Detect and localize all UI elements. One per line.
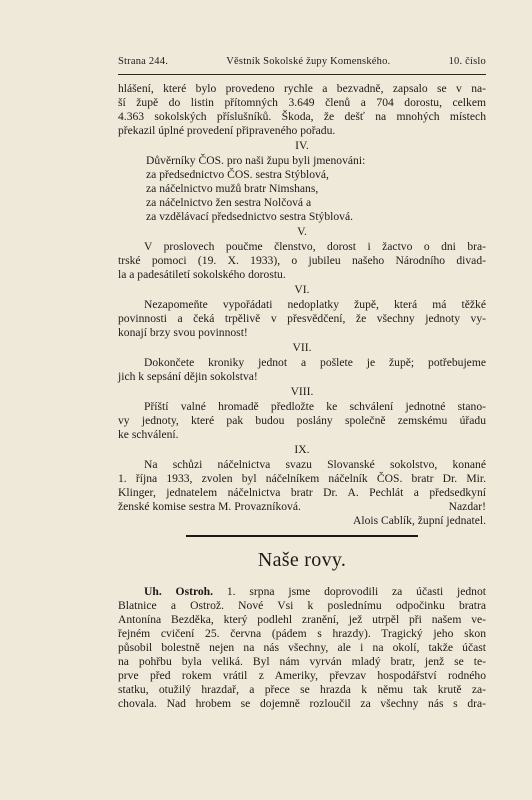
page-body <box>118 82 486 711</box>
text-line: Dokončete kroniky jednot a pošlete je župě; potřebujeme <box>144 356 486 369</box>
text-line: 1. října 1933, zvolen byl náčelníkem náčelník ČOS. bratr Dr. Mir. <box>118 472 486 485</box>
journal-title: Věstník Sokolské župy Komenského. <box>226 56 391 67</box>
text-line: za předsednictvo ČOS. sestra Stýblová, <box>146 168 329 181</box>
text-line: prve před rokem vrátil z Ameriky, převzav hospodářství rodného <box>118 669 486 682</box>
section-vi <box>118 298 486 340</box>
section-title: Naše rovy. <box>257 549 347 571</box>
text-line: Na schůzi náčelnictva svazu Slovanské sokolstvo, konané <box>144 458 486 471</box>
section-numeral: IX. <box>294 443 310 456</box>
text-line: za náčelnictvo žen sestra Nolčová a <box>146 196 312 209</box>
section-v <box>118 240 486 282</box>
section-divider <box>186 535 418 537</box>
text-line: jich k sepsání dějin sokolstva! <box>118 370 258 383</box>
section-vii <box>118 356 486 384</box>
text-line: řejném cvičení 25. června (pádem s hrazdy). Tragický jeho skon <box>118 627 486 640</box>
text-line: chovala. Nad hrobem se dojemně rozloučil za všechny nás s dra- <box>118 697 486 710</box>
text-line <box>118 585 486 599</box>
text-line: ženské komise sestra M. Provazníková. <box>118 500 301 513</box>
text-line: za náčelnictvo mužů bratr Nimshans, <box>146 182 319 195</box>
text-line: na pohřbu byla veliká. Byl nám vyrván mladý bratr, jenž se te- <box>118 655 486 668</box>
text-line: působil bolestně nejen na nás všechny, ale i na okolí, takže účast <box>118 641 486 654</box>
text-line: povinnosti a čeká trpělivě v přesvědčení, že všechny jednoty vy- <box>118 312 486 325</box>
section-numeral: VIII. <box>290 385 314 398</box>
header-rule <box>118 74 486 75</box>
section-iv <box>118 154 486 224</box>
text-line: 4.363 sokolských příslušníků. Škoda, že dešť na mnohých místech <box>118 110 486 123</box>
text-line-with-closing <box>118 500 486 514</box>
page-number: Strana 244. <box>118 56 169 67</box>
text-line: Důvěrníky ČOS. pro naši župu byli jmenováni: <box>146 154 366 167</box>
text-line: V proslovech poučme členstvo, dorost i žactvo o dni bra- <box>144 240 486 253</box>
text-line: Příští valné hromadě předložte ke schválení jednotné stano- <box>144 400 486 413</box>
signature: Alois Cablík, župní jednatel. <box>353 514 486 527</box>
text-line: la a padesátiletí sokolského dorostu. <box>118 268 286 281</box>
text-line: ke schválení. <box>118 428 179 441</box>
closing-greeting: Nazdar! <box>448 500 486 513</box>
text-line: Nezapomeňte vypořádati nedoplatky župě, která má těžké <box>144 298 486 311</box>
intro-paragraph <box>118 82 486 138</box>
text-line: ší župě do listin přítomných 3.649 členů a 704 dorostu, celkem <box>118 96 486 109</box>
running-header <box>118 56 486 67</box>
section-ix <box>118 458 486 528</box>
text-fragment: 1. srpna jsme doprovodili za účasti jednot <box>226 585 486 598</box>
obituary-lead: Uh. Ostroh. <box>144 585 214 598</box>
section-numeral: VI. <box>294 283 310 296</box>
section-numeral: V. <box>297 225 307 238</box>
obituary-paragraph <box>118 585 486 711</box>
text-line: překazil úplné provedení připraveného pořadu. <box>118 124 336 137</box>
issue-number: 10. číslo <box>448 56 486 67</box>
text-line: vy jednoty, které pak budou poslány společně zemskému úřadu <box>118 414 486 427</box>
text-line: za vzdělávací předsednictvo sestra Stýblová. <box>146 210 354 223</box>
section-viii <box>118 400 486 442</box>
text-line: statku, otužilý hrazdař, a přece se hrazda k němu tak krutě za- <box>118 683 486 696</box>
text-line: hlášení, které bylo provedeno rychle a bezvadně, zapsalo se v na- <box>118 82 486 95</box>
section-numeral: VII. <box>292 341 312 354</box>
text-line: trské pomoci (19. X. 1933), o jubileu našeho Národního divad- <box>118 254 486 267</box>
text-line: Blatnice a Ostrož. Nové Vsi k poslednímu odpočinku bratra <box>118 599 486 612</box>
text-line: Antonína Bezděka, který podlehl zranění, jež utrpěl při našem ve- <box>118 613 486 626</box>
text-line: konají brzy svou povinnost! <box>118 326 248 339</box>
section-numeral: IV. <box>295 139 309 152</box>
text-line: Klinger, jednatelem náčelnictva bratr Dr. A. Pechlát a předsedkyní <box>118 486 486 499</box>
